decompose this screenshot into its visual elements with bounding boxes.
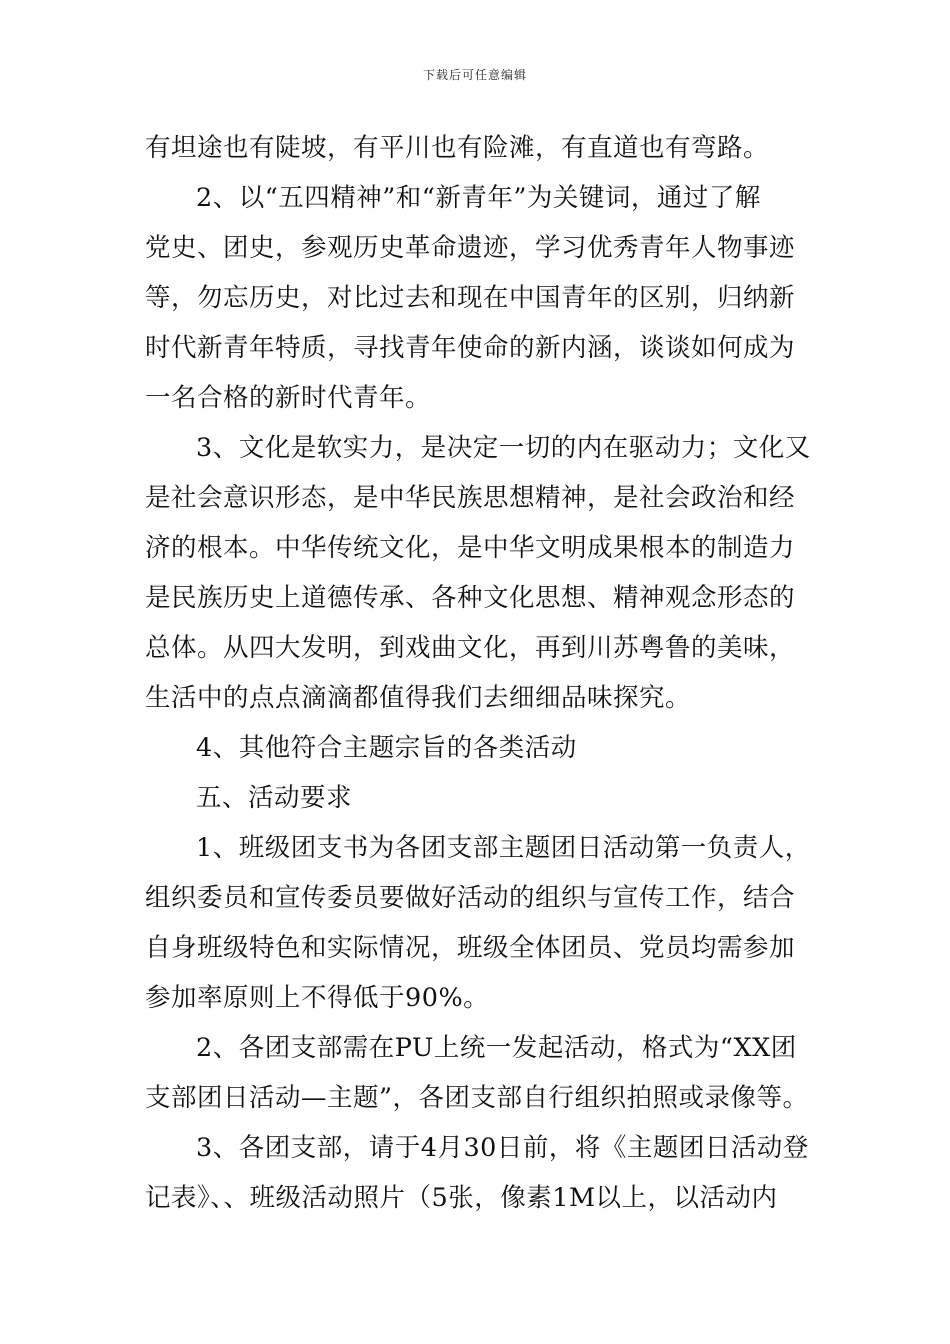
text-line: 4、其他符合主题宗旨的各类活动 <box>196 733 577 763</box>
text-line: 总体。从四大发明，到戏曲文化，再到川苏粤鲁的美味， <box>145 633 796 663</box>
text-line: 组织委员和宣传委员要做好活动的组织与宣传工作，结合 <box>145 883 796 913</box>
document-body <box>145 128 820 1228</box>
text-line: 1、班级团支书为各团支部主题团日活动第一负责人， <box>196 833 811 863</box>
text-line: 3、各团支部，请于4月30日前，将《主题团日活动登 <box>196 1133 809 1163</box>
text-line: 自身班级特色和实际情况，班级全体团员、党员均需参加 <box>145 933 796 963</box>
text-line: 生活中的点点滴滴都值得我们去细细品味探究。 <box>145 683 692 713</box>
page-header: 下载后可任意编辑 <box>422 68 527 82</box>
text-line: 等，勿忘历史，对比过去和现在中国青年的区别，归纳新 <box>145 283 796 313</box>
text-line: 记表》、、班级活动照片（5张，像素1M以上，以活动内 <box>145 1183 778 1213</box>
text-line: 时代新青年特质，寻找青年使命的新内涵，谈谈如何成为 <box>145 333 796 363</box>
text-line: 是社会意识形态，是中华民族思想精神，是社会政治和经 <box>145 483 796 513</box>
text-line: 一名合格的新时代青年。 <box>145 383 432 413</box>
text-line: 支部团日活动—主题”，各团支部自行组织拍照或录像等。 <box>145 1083 809 1113</box>
text-line: 是民族历史上道德传承、各种文化思想、精神观念形态的 <box>145 583 796 613</box>
text-line: 济的根本。中华传统文化，是中华文明成果根本的制造力 <box>145 533 796 563</box>
text-line: 2、以“五四精神”和“新青年”为关键词，通过了解 <box>196 183 761 213</box>
text-line: 3、文化是软实力，是决定一切的内在驱动力；文化又 <box>196 433 811 463</box>
text-line: 参加率原则上不得低于90%。 <box>145 983 490 1013</box>
text-line: 有坦途也有陡坡，有平川也有险滩，有直道也有弯路。 <box>145 133 770 163</box>
section-heading: 五、活动要求 <box>196 783 353 813</box>
text-line: 2、各团支部需在PU上统一发起活动，格式为“XX团 <box>196 1033 797 1063</box>
text-line: 党史、团史，参观历史革命遗迹，学习优秀青年人物事迹 <box>145 233 796 263</box>
